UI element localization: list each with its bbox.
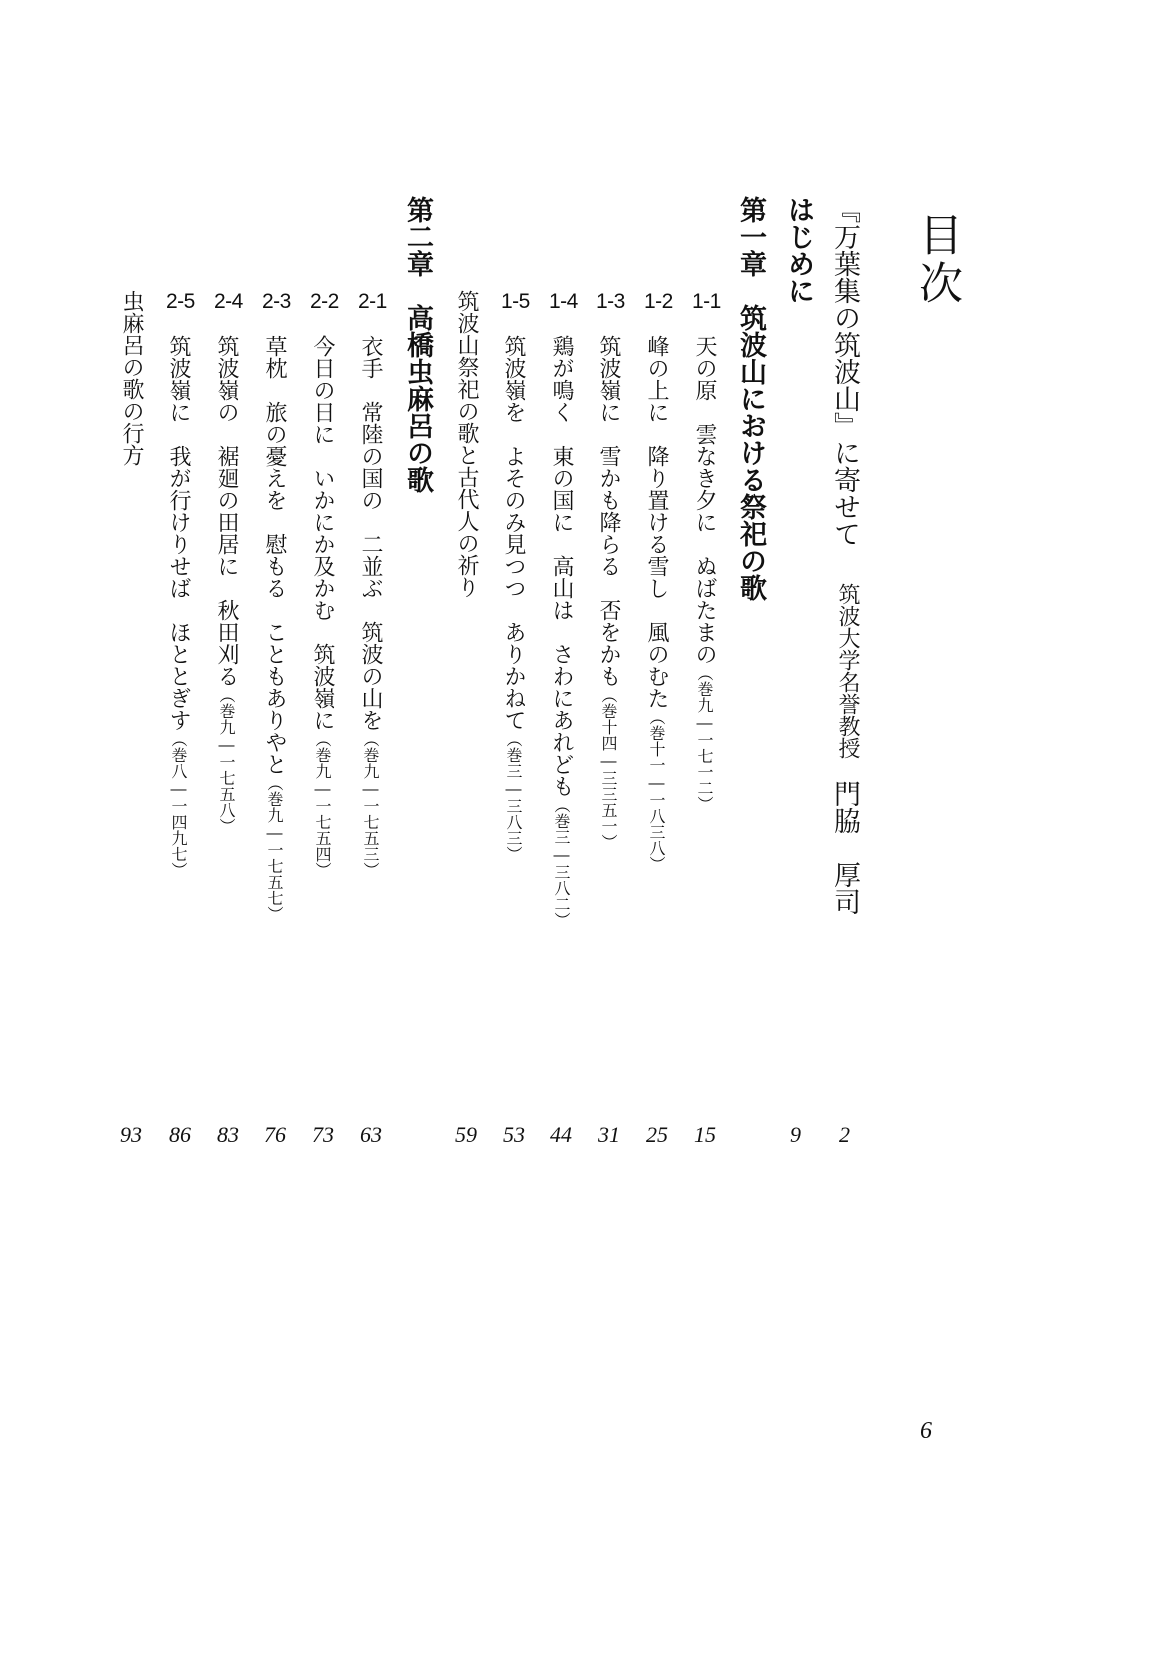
item-1-5-text[interactable]: 筑波嶺をよそのみ見つつありかねて（巻三―三八三）: [501, 335, 526, 862]
item-2-3-number: 2-3: [262, 290, 291, 313]
item-2-2-text[interactable]: 今日の日にいかにか及かむ筑波嶺に（巻九―一七五四）: [310, 335, 335, 878]
item-2-5-number: 2-5: [166, 290, 195, 313]
item-1-3-text[interactable]: 筑波嶺に雪かも降らる否をかも（巻十四―三三五一）: [596, 335, 621, 850]
item-1-4-text[interactable]: 鶏が鳴く東の国に高山はさわにあれども（巻三―三八二）: [549, 335, 574, 928]
item-2-1-page: 63: [360, 1122, 382, 1147]
item-2-4-number: 2-4: [214, 290, 243, 313]
item-2-3-text[interactable]: 草枕旅の憂えを慰もることもありやと（巻九―一七五七）: [262, 335, 287, 922]
item-1-2-page: 25: [646, 1122, 668, 1147]
item-1-5-number: 1-5: [501, 290, 530, 313]
item-2-1-number: 2-1: [358, 290, 387, 313]
item-1-1-number: 1-1: [692, 290, 721, 313]
chapter1-summary-page: 59: [455, 1122, 477, 1147]
chapter2-summary-page: 93: [120, 1122, 142, 1147]
chapter1-summary[interactable]: 筑波山祭祀の歌と古代人の祈り: [454, 290, 479, 598]
preface-title[interactable]: 『万葉集の筑波山』に寄せて: [829, 196, 860, 547]
page-number: 6: [920, 1418, 932, 1444]
item-2-1-text[interactable]: 衣手常陸の国の二並ぶ筑波の山を（巻九―一七五三）: [358, 335, 383, 878]
item-1-4-number: 1-4: [549, 290, 578, 313]
preface-page: 2: [839, 1122, 850, 1147]
item-2-5-text[interactable]: 筑波嶺に我が行けりせばほととぎす（巻八―一四九七）: [166, 335, 191, 878]
item-1-1-text[interactable]: 天の原雲なき夕にぬばたまの（巻九―一七一二）: [692, 335, 717, 812]
item-2-4-text[interactable]: 筑波嶺の裾廻の田居に秋田刈る（巻九―一七五八）: [214, 335, 239, 834]
intro-page: 9: [790, 1122, 801, 1147]
item-1-3-page: 31: [598, 1122, 620, 1147]
chapter2-title[interactable]: 第二章 高橋虫麻呂の歌: [402, 196, 433, 493]
item-1-2-text[interactable]: 峰の上に降り置ける雪し風のむた（巻十一―一八三八）: [644, 335, 669, 872]
chapter2-summary[interactable]: 虫麻呂の歌の行方: [119, 290, 144, 466]
item-2-2-number: 2-2: [310, 290, 339, 313]
item-2-2-page: 73: [312, 1122, 334, 1147]
item-2-4-page: 83: [217, 1122, 239, 1147]
item-1-4-page: 44: [550, 1122, 572, 1147]
item-1-1-page: 15: [694, 1122, 716, 1147]
toc-heading: 目次: [911, 212, 962, 308]
preface-author-name: 門脇 厚司: [829, 780, 860, 915]
item-1-3-number: 1-3: [596, 290, 625, 313]
item-1-5-page: 53: [503, 1122, 525, 1147]
preface-author-role: 筑波大学名誉教授: [835, 583, 860, 759]
chapter1-title[interactable]: 第一章 筑波山における祭祀の歌: [735, 196, 766, 601]
item-2-5-page: 86: [169, 1122, 191, 1147]
item-1-2-number: 1-2: [644, 290, 673, 313]
item-2-3-page: 76: [264, 1122, 286, 1147]
intro-title[interactable]: はじめに: [783, 196, 814, 304]
